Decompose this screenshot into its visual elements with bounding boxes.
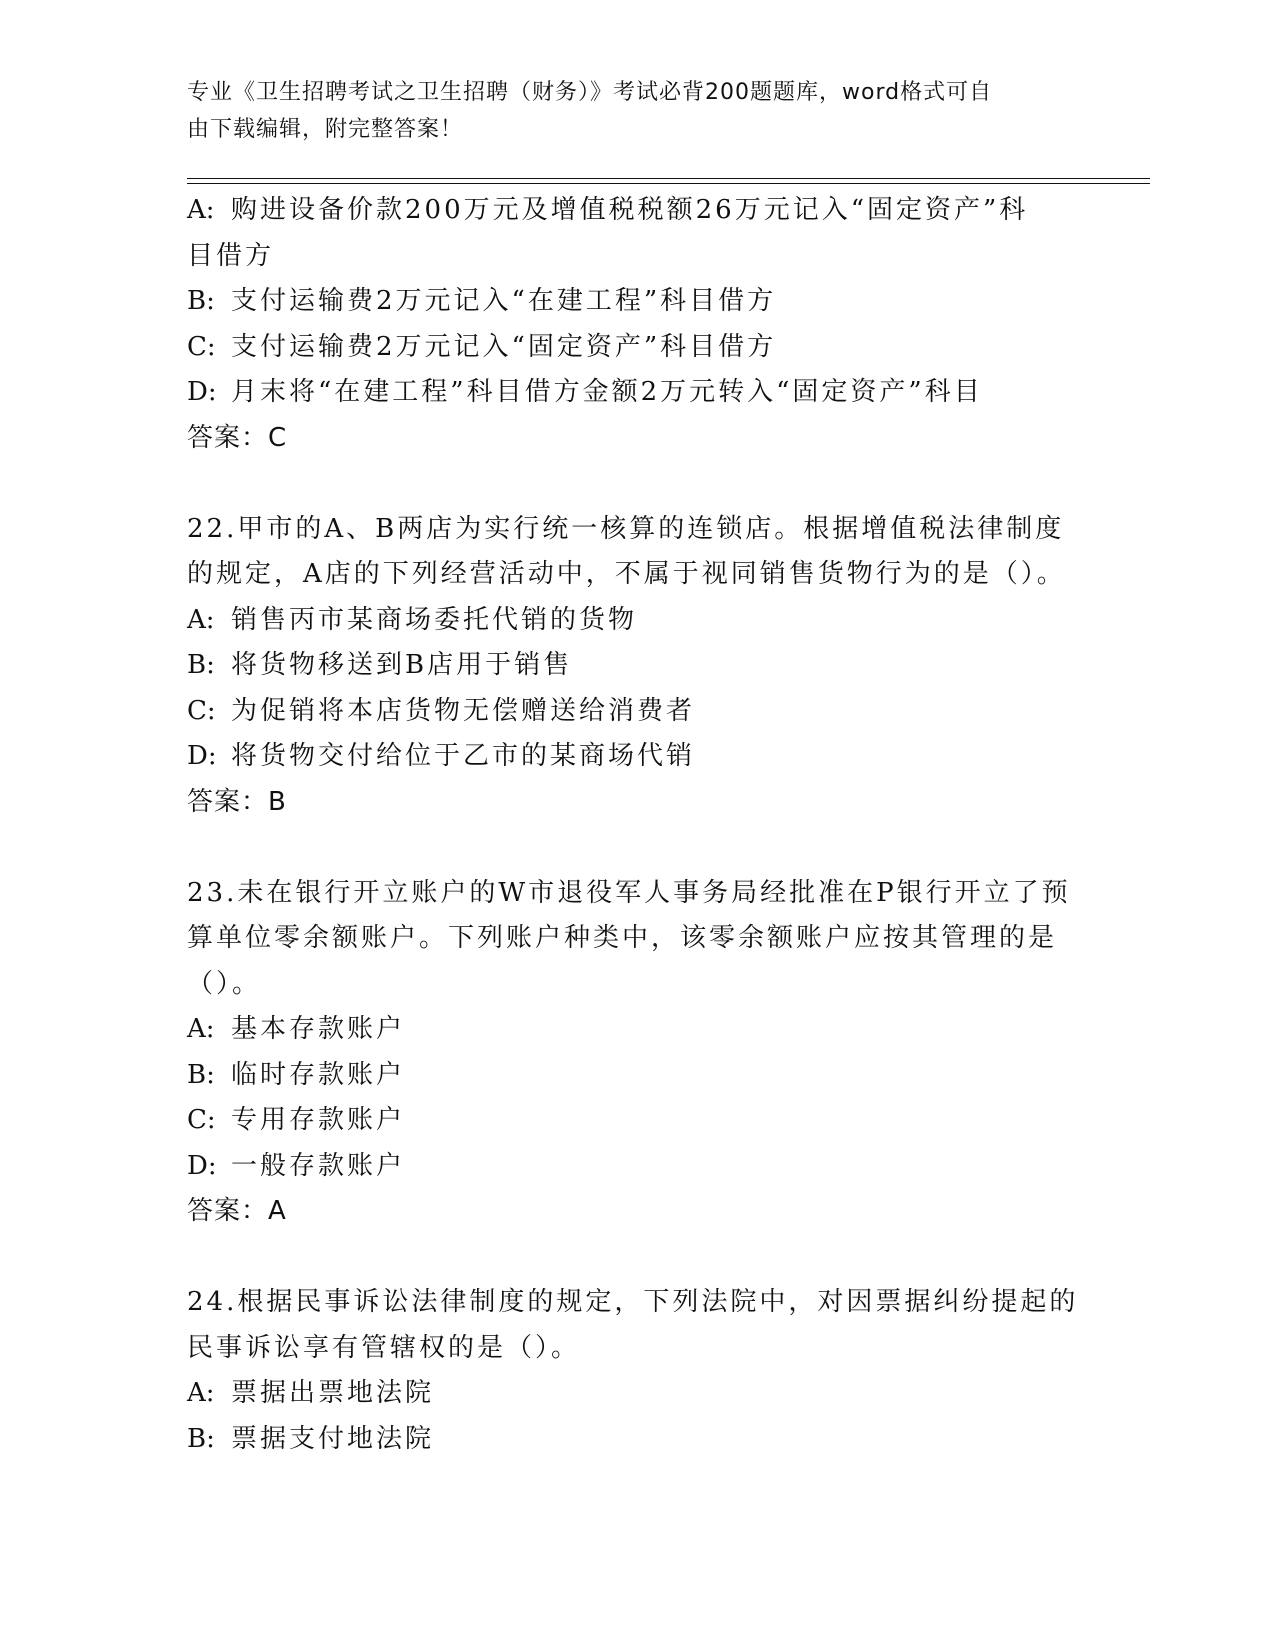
q21-option-d: D: 月末将“在建工程”科目借方金额2万元转入“固定资产”科目 bbox=[187, 377, 983, 407]
q23-stem-2: 算单位零余额账户。下列账户种类中，该零余额账户应按其管理的是 bbox=[187, 923, 1058, 953]
document-header bbox=[187, 74, 1067, 148]
header-line-1: 专业《卫生招聘考试之卫生招聘（财务）》考试必背200题题库，word格式可自 bbox=[187, 80, 993, 105]
q23-stem-3: （）。 bbox=[187, 968, 262, 999]
header-rule-top bbox=[187, 178, 1150, 179]
question-22 bbox=[187, 507, 1087, 826]
header-rule-bottom bbox=[187, 183, 1150, 184]
q21-option-b: B: 支付运输费2万元记入“在建工程”科目借方 bbox=[187, 286, 777, 316]
question-content bbox=[187, 188, 1087, 1462]
q21-option-a: A: 购进设备价款200万元及增值税税额26万元记入“固定资产”科 bbox=[187, 195, 1029, 225]
q22-option-d: D: 将货物交付给位于乙市的某商场代销 bbox=[187, 741, 696, 771]
q22-stem-1: 22.甲市的A、B两店为实行统一核算的连锁店。根据增值税法律制度 bbox=[187, 513, 1065, 544]
q21-option-a-cont: 目借方 bbox=[187, 240, 275, 271]
q22-option-a: A: 销售丙市某商场委托代销的货物 bbox=[187, 604, 638, 635]
q23-option-d: D: 一般存款账户 bbox=[187, 1150, 406, 1181]
question-23 bbox=[187, 871, 1087, 1235]
q24-stem-1: 24.根据民事诉讼法律制度的规定，下列法院中，对因票据纠纷提起的 bbox=[187, 1287, 1079, 1317]
q24-option-b: B: 票据支付地法院 bbox=[187, 1423, 435, 1454]
q24-option-a: A: 票据出票地法院 bbox=[187, 1378, 435, 1408]
q21-option-c: C: 支付运输费2万元记入“固定资产”科目借方 bbox=[187, 331, 777, 362]
q23-stem-1: 23.未在银行开立账户的W市退役军人事务局经批准在P银行开立了预 bbox=[187, 877, 1071, 908]
q23-option-c: C: 专用存款账户 bbox=[187, 1105, 406, 1135]
q23-option-a: A: 基本存款账户 bbox=[187, 1014, 406, 1044]
q21-answer: 答案：C bbox=[187, 422, 288, 453]
q24-stem-2: 民事诉讼享有管辖权的是（）。 bbox=[187, 1332, 581, 1363]
q23-answer: 答案：A bbox=[187, 1196, 287, 1226]
header-line-2: 由下载编辑，附完整答案！ bbox=[187, 117, 464, 142]
q22-option-b: B: 将货物移送到B店用于销售 bbox=[187, 650, 573, 680]
q22-answer: 答案：B bbox=[187, 786, 287, 817]
question-21 bbox=[187, 188, 1087, 461]
q22-stem-2: 的规定，A店的下列经营活动中，不属于视同销售货物行为的是（）。 bbox=[187, 559, 1066, 589]
q23-option-b: B: 临时存款账户 bbox=[187, 1059, 406, 1090]
question-24 bbox=[187, 1280, 1087, 1462]
q22-option-c: C: 为促销将本店货物无偿赠送给消费者 bbox=[187, 695, 696, 726]
